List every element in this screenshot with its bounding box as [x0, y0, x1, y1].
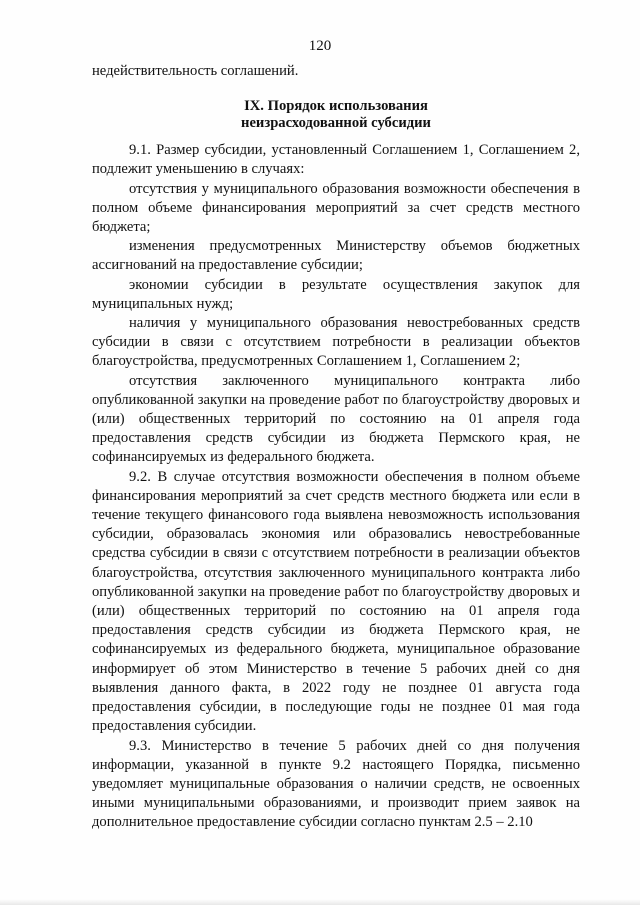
page-number: 120: [308, 38, 332, 54]
list-item-unclaimed-funds: наличия у муниципального образования невостребованных средств субсидии в связи с отсутствием потребности в реализации объектов благоустройства, предусмотренных Соглашением 1, Соглашением 2;: [92, 315, 580, 370]
continuation-text: недействительность соглашений.: [92, 63, 299, 79]
section-heading-line-1: IX. Порядок использования: [244, 98, 428, 115]
list-item-allocation-change: изменения предусмотренных Министерству объемов бюджетных ассигнований на предоставление субсидии;: [92, 238, 580, 274]
list-item-no-contract: отсутствия заключенного муниципального контракта либо опубликованной закупки на проведение работ по благоустройству дворовых и (или) общественных территорий по состоянию на 01 апреля года предоставления средств субсидии из бюджета Пермского края, не софинансируемых из федерального бюджета.: [92, 372, 580, 466]
page-bottom-edge: [0, 899, 640, 905]
paragraph-9-1: 9.1. Размер субсидии, установленный Соглашением 1, Соглашением 2, подлежит уменьшению в случаях:: [92, 142, 580, 178]
page-content: [92, 62, 580, 833]
section-heading-line-2: неизрасходованной субсидии: [241, 115, 431, 132]
list-item-no-capacity: отсутствия у муниципального образования возможности обеспечения в полном объеме финансирования мероприятий за счет средств местного бюджета;: [92, 180, 580, 236]
paragraph-9-2: 9.2. В случае отсутствия возможности обеспечения в полном объеме финансирования мероприятий за счет средств местного бюджета или если в течение текущего финансового года выявлена невозможность использования субсидии, образовалась экономия или образовались невостребованные средства субсидии в связи с отсутствием потребности в реализации объектов благоустройства, отсутствия заключенного муниципального контракта либо опубликованной закупки на проведение работ по благоустройству дворовых и (или) общественных территорий по состоянию на 01 апреля года предоставления средств субсидии из бюджета Пермского края, не софинансируемых из федерального бюджета, муниципальное образование информирует об этом Министерство в течение 5 рабочих дней со дня выявления данного факта, в 2022 году не позднее 01 августа года предоставления субсидии, в последующие годы не позднее 01 мая года предоставления субсидии.: [92, 468, 580, 735]
paragraph-9-3: 9.3. Министерство в течение 5 рабочих дней со дня получения информации, указанной в пункте 9.2 настоящего Порядка, письменно уведомляет муниципальные образования о наличии средств, не освоенных иными муниципальными образованиями, и производит прием заявок на дополнительное предоставление субсидии согласно пунктам 2.5 – 2.10: [92, 737, 580, 831]
section-heading: [92, 98, 580, 132]
list-item-procurement-savings: экономии субсидии в результате осуществления закупок для муниципальных нужд;: [92, 276, 580, 312]
